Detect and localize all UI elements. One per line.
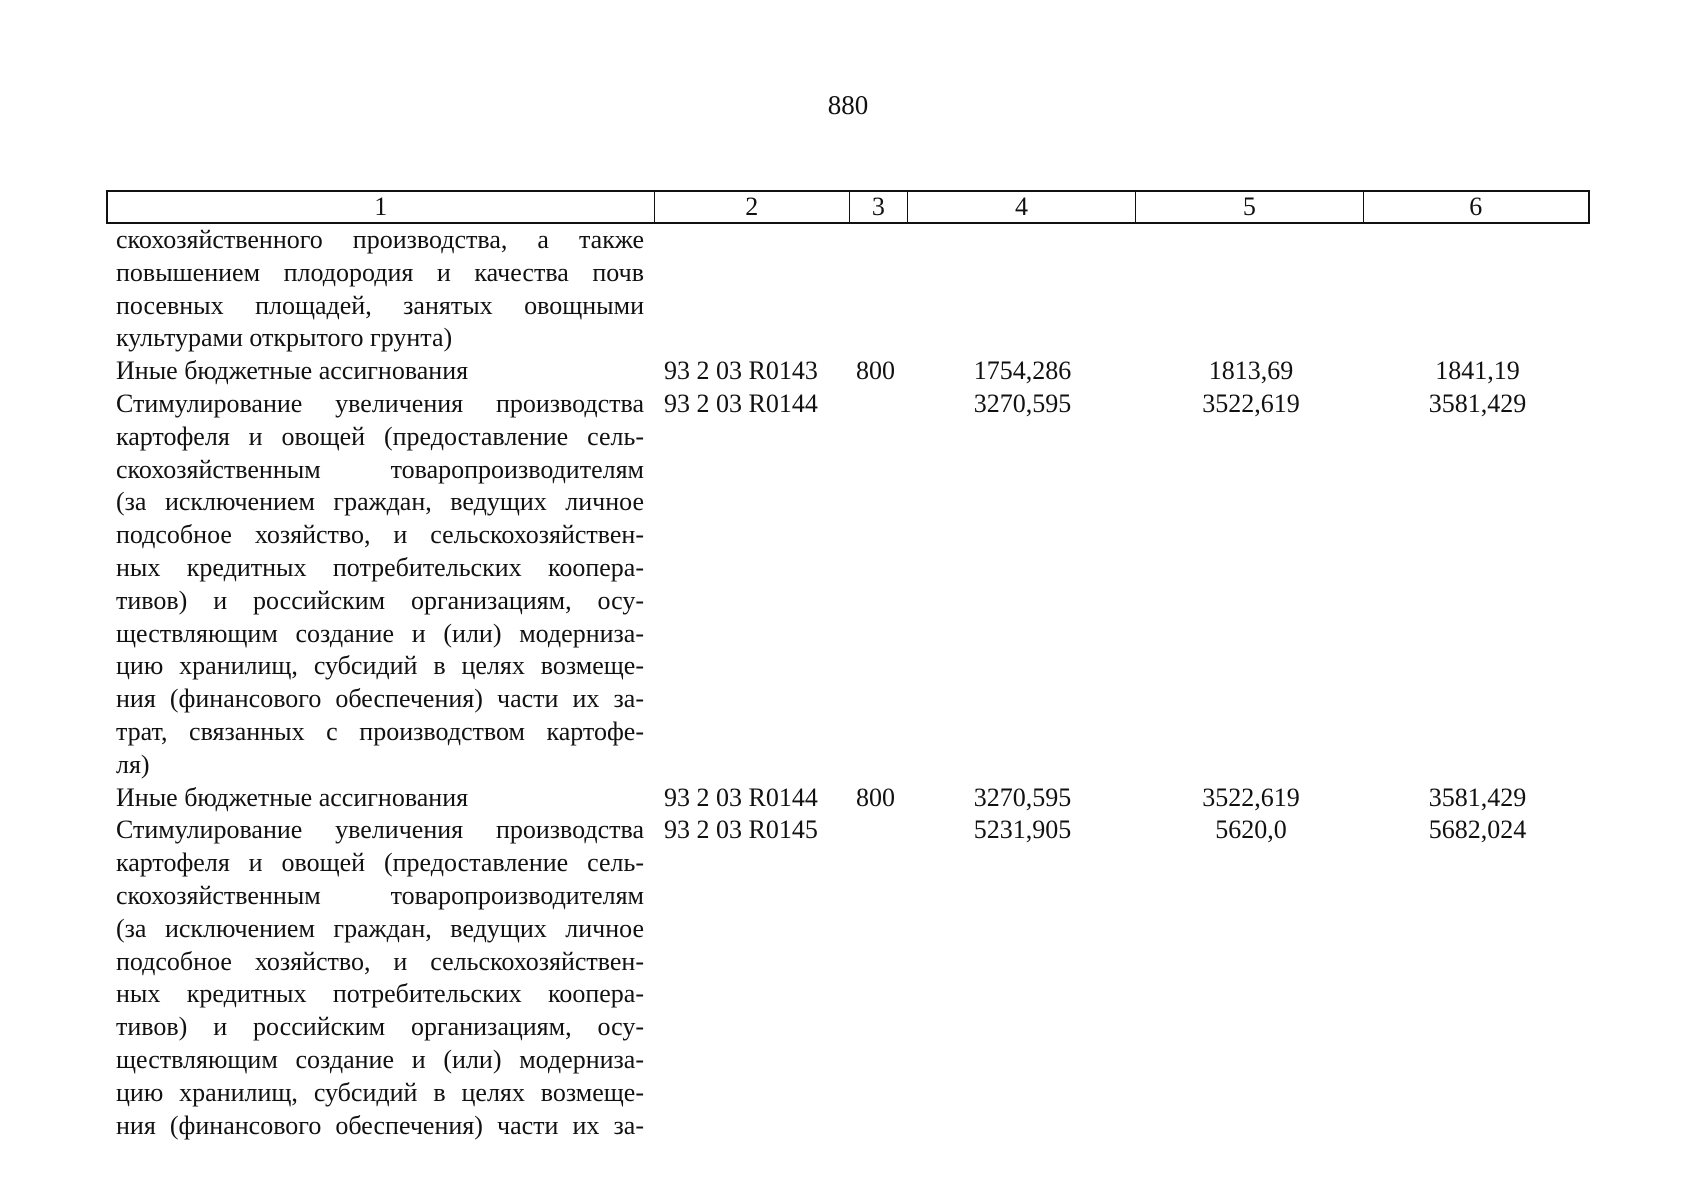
row-name-line: (за исключением граждан, ведущих личное — [116, 913, 644, 943]
row-value-2-cell: 3522,619 — [1202, 388, 1300, 418]
table-row — [106, 782, 1590, 815]
row-name-line: (за исключением граждан, ведущих личное — [116, 487, 644, 517]
header-col-3: 3 — [850, 192, 908, 222]
row-name-cell — [106, 224, 654, 355]
row-value-3-cell: 3581,429 — [1428, 388, 1527, 418]
row-value-2-cell: 1813,69 — [1208, 356, 1294, 386]
row-name-line: Иные бюджетные ассигнования — [116, 356, 469, 386]
row-name-line: скохозяйственным товаропроизводителям — [116, 454, 644, 484]
row-name-line: культурами открытого грунта) — [116, 323, 453, 353]
row-name-line: скохозяйственного производства, а также — [116, 225, 644, 254]
table-row — [106, 355, 1590, 388]
row-name-cell — [106, 782, 654, 815]
header-col-5: 5 — [1136, 192, 1363, 222]
row-name-line: посевных площадей, занятых овощными — [116, 290, 644, 320]
row-code-cell: 93 2 03 R0144 — [664, 388, 818, 418]
row-name-line: тивов) и российским организациям, осу- — [116, 585, 644, 615]
row-value-1-cell: 3270,595 — [973, 782, 1072, 812]
row-value-1-cell: 5231,905 — [973, 815, 1072, 845]
row-name-line: тивов) и российским организациям, осу- — [116, 1012, 644, 1042]
row-value-1-cell: 1754,286 — [973, 356, 1072, 386]
row-name-line: картофеля и овощей (предоставление сель- — [116, 421, 644, 451]
row-name-cell — [106, 814, 654, 1142]
header-col-2: 2 — [655, 192, 850, 222]
row-name-cell — [106, 388, 654, 782]
row-value-3-cell: 5682,024 — [1428, 815, 1527, 845]
row-code-cell: 93 2 03 R0144 — [664, 782, 818, 812]
row-type-cell: 800 — [856, 356, 895, 386]
row-name-line: трат, связанных с производством картофе- — [116, 716, 644, 746]
table-row — [106, 814, 1590, 1142]
row-name-line: картофеля и овощей (предоставление сель- — [116, 848, 644, 878]
row-name-line: цию хранилищ, субсидий в целях возмеще- — [116, 651, 644, 681]
row-name-line: ществляющим создание и (или) модерниза- — [116, 1044, 644, 1074]
row-value-3-cell: 1841,19 — [1435, 356, 1520, 386]
row-name-line: подсобное хозяйство, и сельскохозяйствен- — [116, 520, 644, 550]
page-number: 880 — [827, 90, 869, 120]
row-name-line: повышением плодородия и качества почв — [116, 257, 644, 287]
table-row — [106, 224, 1590, 355]
row-value-1-cell: 3270,595 — [973, 388, 1072, 418]
header-col-4: 4 — [908, 192, 1136, 222]
row-name-line: ля) — [116, 749, 150, 779]
row-name-line: цию хранилищ, субсидий в целях возмеще- — [116, 1077, 644, 1107]
table-body — [106, 224, 1590, 1142]
row-name-line: скохозяйственным товаропроизводителям — [116, 880, 644, 910]
row-name-line: ществляющим создание и (или) модерниза- — [116, 618, 644, 648]
row-name-line: ных кредитных потребительских коопера- — [116, 552, 644, 582]
row-value-3-cell: 3581,429 — [1428, 782, 1527, 812]
row-value-2-cell: 5620,0 — [1215, 815, 1287, 845]
row-code-cell: 93 2 03 R0145 — [664, 815, 818, 845]
row-name-line: Иные бюджетные ассигнования — [116, 782, 469, 812]
row-name-line: ния (финансового обеспечения) части их за- — [116, 1110, 644, 1140]
header-col-6: 6 — [1469, 192, 1483, 221]
row-name-cell — [106, 355, 654, 388]
row-code-cell: 93 2 03 R0143 — [664, 356, 818, 386]
row-name-line: Стимулирование увеличения производства — [116, 388, 644, 418]
row-type-cell: 800 — [856, 782, 895, 812]
table-row — [106, 388, 1590, 782]
row-value-2-cell: 3522,619 — [1202, 782, 1300, 812]
header-col-1: 1 — [108, 192, 655, 222]
row-name-line: ния (финансового обеспечения) части их за- — [116, 684, 644, 714]
table-header-row — [106, 190, 1590, 224]
row-name-line: подсобное хозяйство, и сельскохозяйствен- — [116, 946, 644, 976]
row-name-line: Стимулирование увеличения производства — [116, 815, 644, 845]
row-name-line: ных кредитных потребительских коопера- — [116, 979, 644, 1009]
